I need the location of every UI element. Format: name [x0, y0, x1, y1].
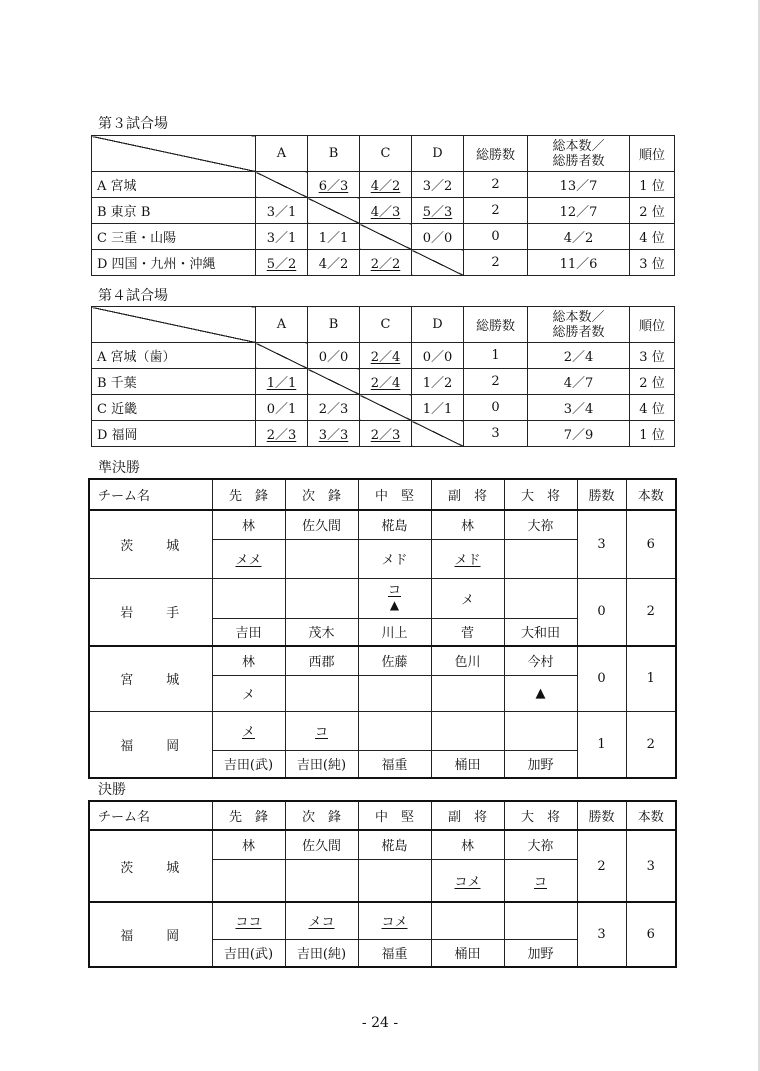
self-cell	[256, 172, 308, 198]
table-row	[89, 510, 676, 539]
score-cell: 2／3	[360, 421, 412, 447]
wins-cell: 0	[577, 578, 626, 646]
team-name: 茨 城	[89, 510, 212, 578]
rank-cell: 4 位	[630, 224, 675, 250]
player-name: 加野	[504, 750, 577, 778]
col-c: C	[360, 307, 412, 343]
player-name: 佐藤	[358, 646, 431, 675]
header-row	[92, 136, 675, 172]
score-cell: 2／3	[308, 395, 360, 421]
player-name: 加野	[504, 939, 577, 967]
points-header-line2: 総勝者数	[552, 324, 605, 340]
wins-cell: 1	[577, 711, 626, 778]
col-jiho: 次 鋒	[285, 479, 358, 510]
player-name: 吉田(武)	[212, 750, 285, 778]
team-name: 福 岡	[89, 711, 212, 778]
col-points: 本数	[626, 801, 676, 830]
corner-cell	[92, 136, 256, 172]
score-mark	[431, 859, 504, 902]
header-row	[89, 479, 676, 510]
team-name: C 近畿	[92, 395, 256, 421]
score-mark: メ	[431, 578, 504, 618]
col-b: B	[308, 136, 360, 172]
section-title-arena-3: 第３試合場	[98, 116, 168, 132]
score-cell: 3／1	[256, 224, 308, 250]
header-row	[92, 307, 675, 343]
arena-3-league-table	[91, 135, 675, 276]
wins-cell: 0	[577, 646, 626, 711]
score-cell: 0／0	[412, 224, 464, 250]
col-wins: 総勝数	[464, 136, 528, 172]
score-mark	[212, 859, 285, 902]
player-name: 佐久間	[285, 830, 358, 859]
team-name: 宮 城	[89, 646, 212, 711]
col-wins: 勝数	[577, 801, 626, 830]
team-name: D 福岡	[92, 421, 256, 447]
mark-underlined: コ	[314, 725, 328, 740]
page-number: - 24 -	[361, 1015, 399, 1031]
col-a: A	[256, 307, 308, 343]
wins-cell: 0	[464, 224, 528, 250]
col-jiho: 次 鋒	[285, 801, 358, 830]
score-cell: 1／1	[412, 395, 464, 421]
self-cell	[256, 343, 308, 369]
section-title-arena-4: 第４試合場	[98, 288, 168, 304]
player-name: 大祢	[504, 510, 577, 539]
triangle-icon: ▲	[389, 597, 400, 612]
mark-underlined: メ	[241, 725, 255, 740]
player-name: 林	[431, 510, 504, 539]
triangle-icon: ▲	[504, 675, 577, 711]
table-row	[89, 646, 676, 675]
player-name: 林	[212, 830, 285, 859]
team-name: A 宮城（歯）	[92, 343, 256, 369]
section-title-semifinal: 準決勝	[98, 460, 140, 476]
final-table	[88, 800, 677, 968]
mark-underlined: コメ	[454, 874, 481, 890]
score-cell: 2／4	[360, 369, 412, 395]
points-cell: 1	[626, 646, 676, 711]
col-b: B	[308, 307, 360, 343]
points-cell: 2	[626, 711, 676, 778]
points-cell: 2	[626, 578, 676, 646]
player-name: 大和田	[504, 618, 577, 646]
score-cell: 2／3	[256, 421, 308, 447]
corner-cell	[92, 307, 256, 343]
player-name: 今村	[504, 646, 577, 675]
wins-cell: 2	[464, 172, 528, 198]
score-mark	[431, 711, 504, 750]
col-fukusho: 副 将	[431, 479, 504, 510]
table-row	[89, 830, 676, 859]
team-name: 福 岡	[89, 902, 212, 967]
score-mark	[431, 902, 504, 939]
table-row	[92, 395, 675, 421]
table-row	[92, 421, 675, 447]
score-mark	[285, 578, 358, 618]
col-chuken: 中 堅	[358, 801, 431, 830]
points-cell: 2／4	[528, 343, 630, 369]
score-cell: 2／2	[360, 250, 412, 276]
points-header-line2: 総勝者数	[552, 153, 605, 169]
col-wins: 総勝数	[464, 307, 528, 343]
player-name: 吉田(武)	[212, 939, 285, 967]
table-row	[92, 343, 675, 369]
player-name: 大祢	[504, 830, 577, 859]
col-d: D	[412, 307, 464, 343]
col-points	[528, 307, 630, 343]
wins-cell: 1	[464, 343, 528, 369]
points-cell: 11／6	[528, 250, 630, 276]
score-cell: 3／3	[308, 421, 360, 447]
points-cell: 3／4	[528, 395, 630, 421]
rank-cell: 1 位	[630, 421, 675, 447]
table-row	[92, 250, 675, 276]
mark-underlined: メド	[454, 553, 481, 568]
col-a: A	[256, 136, 308, 172]
rank-cell: 1 位	[630, 172, 675, 198]
player-name: 桶田	[431, 750, 504, 778]
player-name: 林	[212, 510, 285, 539]
player-name: 椛島	[358, 830, 431, 859]
wins-cell: 2	[464, 369, 528, 395]
player-name: 佐久間	[285, 510, 358, 539]
score-mark	[431, 675, 504, 711]
score-mark	[285, 675, 358, 711]
score-cell: 3／2	[412, 172, 464, 198]
player-name: 吉田(純)	[285, 939, 358, 967]
score-cell: 6／3	[308, 172, 360, 198]
wins-cell: 3	[464, 421, 528, 447]
mark-underlined: メメ	[235, 553, 262, 568]
header-row	[89, 801, 676, 830]
mark-underlined: コメ	[381, 915, 408, 931]
table-row	[92, 198, 675, 224]
semifinal-table	[88, 478, 677, 779]
col-rank: 順位	[630, 307, 675, 343]
mark-underlined: メコ	[308, 915, 335, 931]
score-mark	[212, 539, 285, 578]
col-taisho: 大 将	[504, 801, 577, 830]
score-mark	[358, 711, 431, 750]
player-name: 椛島	[358, 510, 431, 539]
self-cell	[360, 395, 412, 421]
score-cell: 1／1	[308, 224, 360, 250]
self-cell	[360, 224, 412, 250]
score-mark	[358, 675, 431, 711]
score-mark	[504, 711, 577, 750]
score-cell: 0／0	[412, 343, 464, 369]
col-points	[528, 136, 630, 172]
col-wins: 勝数	[577, 479, 626, 510]
wins-cell: 0	[464, 395, 528, 421]
score-cell: 1／2	[412, 369, 464, 395]
mark-underlined: ココ	[235, 915, 262, 931]
stacked-marks	[388, 584, 401, 613]
player-name: 西郡	[285, 646, 358, 675]
self-cell	[412, 421, 464, 447]
rank-cell: 2 位	[630, 198, 675, 224]
team-name: C 三重・山陽	[92, 224, 256, 250]
wins-cell: 3	[577, 510, 626, 578]
score-cell: 4／3	[360, 198, 412, 224]
col-points: 本数	[626, 479, 676, 510]
score-cell: 5／2	[256, 250, 308, 276]
player-name: 林	[212, 646, 285, 675]
rank-cell: 3 位	[630, 250, 675, 276]
self-cell	[308, 198, 360, 224]
col-fukusho: 副 将	[431, 801, 504, 830]
team-name: 茨 城	[89, 830, 212, 902]
rank-cell: 4 位	[630, 395, 675, 421]
table-row	[92, 224, 675, 250]
score-cell: 0／1	[256, 395, 308, 421]
points-cell: 4／2	[528, 224, 630, 250]
score-mark	[212, 578, 285, 618]
score-cell: 4／2	[308, 250, 360, 276]
points-cell: 6	[626, 902, 676, 967]
table-row	[89, 578, 676, 618]
score-mark	[504, 578, 577, 618]
table-row	[92, 172, 675, 198]
score-mark	[212, 711, 285, 750]
wins-cell: 2	[464, 250, 528, 276]
team-name: A 宮城	[92, 172, 256, 198]
player-name: 茂木	[285, 618, 358, 646]
player-name: 菅	[431, 618, 504, 646]
score-mark: メ	[212, 675, 285, 711]
score-mark	[504, 539, 577, 578]
rank-cell: 3 位	[630, 343, 675, 369]
player-name: 福重	[358, 939, 431, 967]
team-name: B 千葉	[92, 369, 256, 395]
self-cell	[412, 250, 464, 276]
col-d: D	[412, 136, 464, 172]
score-mark	[431, 539, 504, 578]
table-row	[92, 369, 675, 395]
score-mark	[285, 539, 358, 578]
player-name: 吉田	[212, 618, 285, 646]
points-cell: 13／7	[528, 172, 630, 198]
col-team: チーム名	[89, 801, 212, 830]
table-row	[89, 902, 676, 939]
player-name: 林	[431, 830, 504, 859]
score-mark	[285, 711, 358, 750]
wins-cell: 3	[577, 902, 626, 967]
score-cell: 4／2	[360, 172, 412, 198]
score-mark	[504, 902, 577, 939]
arena-4-league-table	[91, 306, 675, 447]
table-row	[89, 711, 676, 750]
wins-cell: 2	[464, 198, 528, 224]
points-cell: 7／9	[528, 421, 630, 447]
col-taisho: 大 将	[504, 479, 577, 510]
col-chuken: 中 堅	[358, 479, 431, 510]
team-name: 岩 手	[89, 578, 212, 646]
player-name: 川上	[358, 618, 431, 646]
col-c: C	[360, 136, 412, 172]
points-cell: 3	[626, 830, 676, 902]
points-cell: 6	[626, 510, 676, 578]
mark-underlined: コ	[533, 874, 547, 890]
score-cell: 2／4	[360, 343, 412, 369]
score-mark	[358, 859, 431, 902]
score-mark	[285, 859, 358, 902]
mark-underlined: コ	[387, 582, 401, 598]
col-team: チーム名	[89, 479, 212, 510]
col-senpo: 先 鋒	[212, 479, 285, 510]
team-name: D 四国・九州・沖縄	[92, 250, 256, 276]
player-name: 桶田	[431, 939, 504, 967]
team-name: B 東京 B	[92, 198, 256, 224]
score-mark	[285, 902, 358, 939]
points-header-line1: 総本数／	[552, 309, 605, 325]
score-cell: 5／3	[412, 198, 464, 224]
score-cell: 1／1	[256, 369, 308, 395]
rank-cell: 2 位	[630, 369, 675, 395]
wins-cell: 2	[577, 830, 626, 902]
score-mark	[358, 578, 431, 618]
player-name: 吉田(純)	[285, 750, 358, 778]
player-name: 色川	[431, 646, 504, 675]
points-cell: 4／7	[528, 369, 630, 395]
col-senpo: 先 鋒	[212, 801, 285, 830]
score-cell: 3／1	[256, 198, 308, 224]
score-mark	[358, 902, 431, 939]
score-mark	[504, 859, 577, 902]
section-title-final: 決勝	[98, 782, 126, 798]
self-cell	[308, 369, 360, 395]
points-header-line1: 総本数／	[552, 138, 605, 154]
score-mark	[212, 902, 285, 939]
player-name: 福重	[358, 750, 431, 778]
score-mark: メド	[358, 539, 431, 578]
col-rank: 順位	[630, 136, 675, 172]
score-cell: 0／0	[308, 343, 360, 369]
points-cell: 12／7	[528, 198, 630, 224]
